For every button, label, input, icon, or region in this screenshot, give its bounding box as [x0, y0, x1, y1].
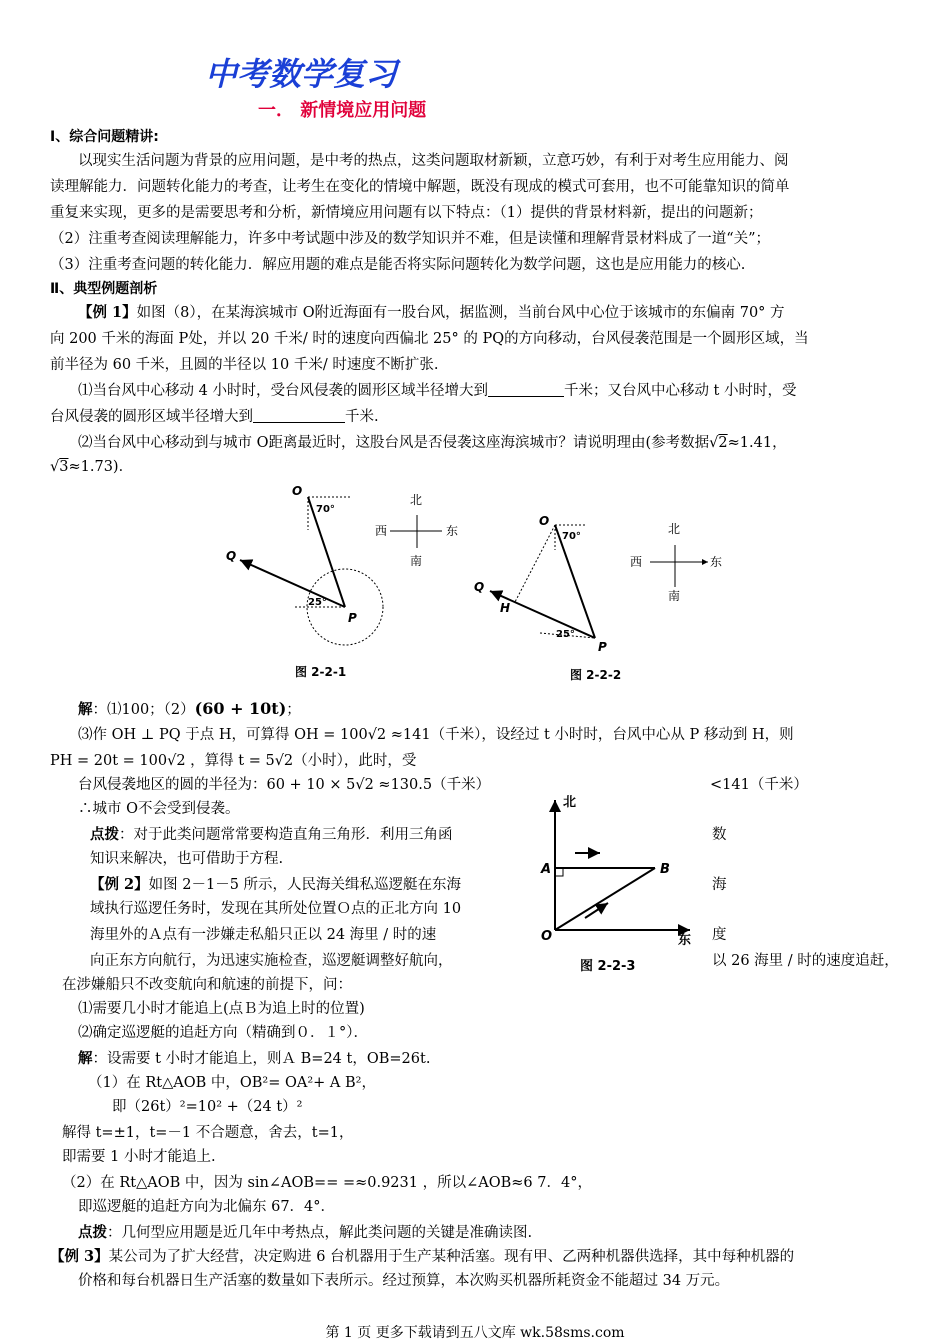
angle-70-label: 70° [562, 531, 581, 542]
example-2-question: ⑵确定巡逻艇的追赶方向（精确到０．１°）． [78, 1025, 368, 1041]
example-1-line [78, 302, 785, 324]
section-1-line: （3）注重考查问题的转化能力．解应用题的难点是能否将实际问题转化为数学问题，这也是应用能力的核心. [50, 257, 746, 273]
solution-1-line: ⑶作 OH ⊥ PQ 于点 H，可算得 OH = 100√2 ≈141（千米），设经过 t 小时时，台风中心从 P 移动到 H，则 [78, 727, 794, 743]
section-1-line: 重复来实现，更多的是需要思考和分析，新情境应用问题有以下特点：（1）提供的背景材料新，提出的问题新； [50, 205, 763, 221]
example-2-question: ⑴需要几小时才能追上(点Ｂ为追上时的位置) [78, 1001, 365, 1017]
solution-text: 台风侵袭地区的圆的半径为： [78, 777, 267, 793]
tip-1-line: 数 [712, 827, 727, 843]
question-1-text: 台风侵袭的圆形区域半径增大到 [50, 409, 253, 425]
example-3-text: 某公司为了扩大经营，决定购进 6 台机器用于生产某种活塞。现有甲、乙两种机器供选择，其中每种机器的 [108, 1249, 795, 1265]
angle-70-label: 70° [316, 504, 335, 515]
figure-caption: 图 2-2-1 [295, 665, 347, 679]
example-2-line: 度 [712, 927, 727, 943]
question-1-line [78, 380, 797, 402]
example-2-line: 海 [712, 877, 727, 893]
example-2-line: 域执行巡逻任务时，发现在其所处位置Ｏ点的正北方向 10 [90, 901, 462, 917]
tip-text: ：几何型应用题是近几年中考热点，解此类问题的关键是准确读图. [107, 1225, 533, 1241]
example-1-text: 如图（8），在某海滨城市 O附近海面有一股台风，据监测，当前台风中心位于该城市的东偏南 70° 方 [136, 305, 785, 321]
example-3-label: 【例 3】 [50, 1248, 109, 1265]
compass-west: 西 [630, 555, 643, 569]
axis-north-label: 北 [563, 795, 577, 810]
point-h-label: H [500, 601, 511, 615]
page-footer: 第 1 页 更多下载请到五八文库 wk.58sms.com [325, 1325, 625, 1341]
example-2-line: 海里外的Ａ点有一涉嫌走私船只正以 24 海里 / 时的速 [90, 927, 437, 943]
tip-label: 点拨 [90, 826, 119, 843]
compass-east: 东 [710, 555, 723, 569]
section-2-heading: Ⅱ、典型例题剖析 [50, 281, 158, 297]
example-1-label: 【例 1】 [78, 304, 137, 321]
compass-west: 西 [375, 524, 388, 538]
answer-blank [253, 408, 345, 423]
figure-2-2-2 [470, 505, 730, 690]
example-3-line: 价格和每台机器日生产活塞的数量如下表所示。经过预算，本次购买机器所耗资金不能超过 34 万元。 [78, 1273, 730, 1289]
example-2-line: 在涉嫌船只不改变航向和航速的前提下，问： [62, 977, 352, 993]
figure-caption: 图 2-2-3 [580, 959, 636, 974]
figure-2-2-3 [530, 790, 700, 980]
solution-expr: (60 + 10t) [194, 699, 287, 718]
example-2-solution [78, 1048, 430, 1070]
question-2-text: ≈1.73)． [68, 459, 134, 475]
solution-1-line [78, 774, 490, 796]
section-1-line: 以现实生活问题为背景的应用问题，是中考的热点，这类问题取材新颖，立意巧妙，有利于对考生应用能力、阅 [78, 153, 789, 169]
angle-25-label: 25° [556, 629, 575, 640]
page-subtitle: 一． 新情境应用问题 [258, 100, 427, 121]
section-1-line: （2）注重考查阅读理解能力，许多中考试题中涉及的数学知识并不难，但是读懂和理解背景材料成了一道“关”； [50, 231, 771, 247]
solution-label: 解 [78, 701, 93, 718]
sqrt-symbol: √ [50, 459, 60, 475]
compass-north: 北 [668, 522, 681, 536]
tip-1-line: 知识来解决，也可借助于方程. [90, 851, 284, 867]
section-1-heading: Ⅰ、综合问题精讲: [50, 129, 159, 145]
tip-1-line [90, 824, 453, 846]
question-1-text: ⑴当台风中心移动 4 小时时，受台风侵袭的圆形区域半径增大到 [78, 383, 488, 399]
point-b-label: B [660, 862, 670, 877]
point-o-label: O [541, 929, 553, 944]
example-1-line: 向 200 千米的海面 P处，并以 20 千米/ 时的速度向西偏北 25° 的 PQ的方向移动，台风侵袭范围是一个圆形区域，当 [50, 331, 809, 347]
point-a-label: A [541, 862, 552, 877]
example-2-line: 以 26 海里 / 时的速度追赶， [712, 953, 899, 969]
example-1-line: 前半径为 60 千米，且圆的半径以 10 千米/ 时速度不断扩张. [50, 357, 439, 373]
point-p-label: P [348, 611, 357, 625]
solution-expr: 60 + 10 × 5√2 ≈130.5（千米） [266, 777, 491, 793]
question-2-text: ≈1.41， [727, 435, 787, 451]
example-2-solution: 即巡逻艇的追赶方向为北偏东 67．4°． [78, 1199, 336, 1215]
question-2-line [78, 432, 787, 454]
compass-south: 南 [410, 554, 423, 568]
solution-1-line: PH = 20t = 100√2 ，算得 t = 5√2（小时），此时，受 [50, 753, 417, 769]
point-q-label: Q [474, 580, 485, 594]
page-title: 中考数学复习 [205, 55, 398, 93]
figure-caption: 图 2-2-2 [570, 668, 622, 682]
example-2-solution: （1）在 Rt△AOB 中，OB²= OA²+ A B²， [88, 1075, 376, 1091]
compass-north: 北 [410, 493, 423, 507]
question-1-text: 千米. [345, 409, 379, 425]
axis-east-label: 东 [678, 933, 692, 948]
solution-text: ：设需要 t 小时才能追上，则Ａ B=24 t，OB=26t. [92, 1051, 431, 1067]
figure-2-2-1 [220, 480, 470, 690]
answer-blank [488, 382, 564, 397]
sqrt-symbol: √ [709, 435, 719, 451]
sqrt-value: 2 [718, 435, 728, 451]
question-1-line [50, 406, 379, 428]
point-o-label: O [292, 484, 303, 498]
example-2-label: 【例 2】 [90, 876, 149, 893]
example-2-solution: 即需要 1 小时才能追上. [62, 1149, 216, 1165]
example-2-text: 如图 2－1－5 所示，人民海关缉私巡逻艇在东海 [148, 877, 462, 893]
point-p-label: P [598, 640, 607, 654]
tip-2-line [78, 1222, 532, 1244]
solution-text: ：⑴100；（2） [92, 702, 195, 718]
question-1-text: 千米；又台风中心移动 t 小时时，受 [563, 383, 797, 399]
angle-25-label: 25° [308, 597, 327, 608]
solution-label: 解 [78, 1050, 93, 1067]
solution-1-line: <141（千米） [710, 777, 808, 793]
example-2-line [90, 874, 461, 896]
solution-1-line [78, 698, 301, 721]
tip-label: 点拨 [78, 1224, 107, 1241]
example-3-line [50, 1246, 794, 1268]
example-2-solution: 解得 t=±1，t=－1 不合题意，舍去，t=1， [62, 1125, 354, 1141]
question-2-line [50, 456, 133, 478]
compass-south: 南 [668, 589, 681, 603]
compass-east: 东 [446, 524, 459, 538]
point-q-label: Q [226, 549, 237, 563]
sqrt-value: 3 [59, 459, 69, 475]
tip-text: ：对于此类问题常常要构造直角三角形．利用三角函 [119, 827, 453, 843]
section-1-line: 读理解能力．问题转化能力的考查，让考生在变化的情境中解题，既没有现成的模式可套用，也不可能靠知识的简单 [50, 179, 790, 195]
point-o-label: O [539, 514, 550, 528]
question-2-text: ⑵当台风中心移动到与城市 O距离最近时，这股台风是否侵袭这座海滨城市？请说明理由(参考数据 [78, 435, 710, 451]
example-2-line: 向正东方向航行，为迅速实施检查，巡逻艇调整好航向， [90, 953, 453, 969]
example-2-solution: 即（26t）²=10² +（24 t）² [112, 1099, 303, 1115]
example-2-solution: （2）在 Rt△AOB 中，因为 sin∠AOB== =≈0.9231 ，所以∠AOB≈6 7．4°， [62, 1175, 592, 1191]
solution-text: ； [286, 702, 301, 718]
solution-1-line: ∴城市 O不会受到侵袭。 [78, 801, 240, 817]
